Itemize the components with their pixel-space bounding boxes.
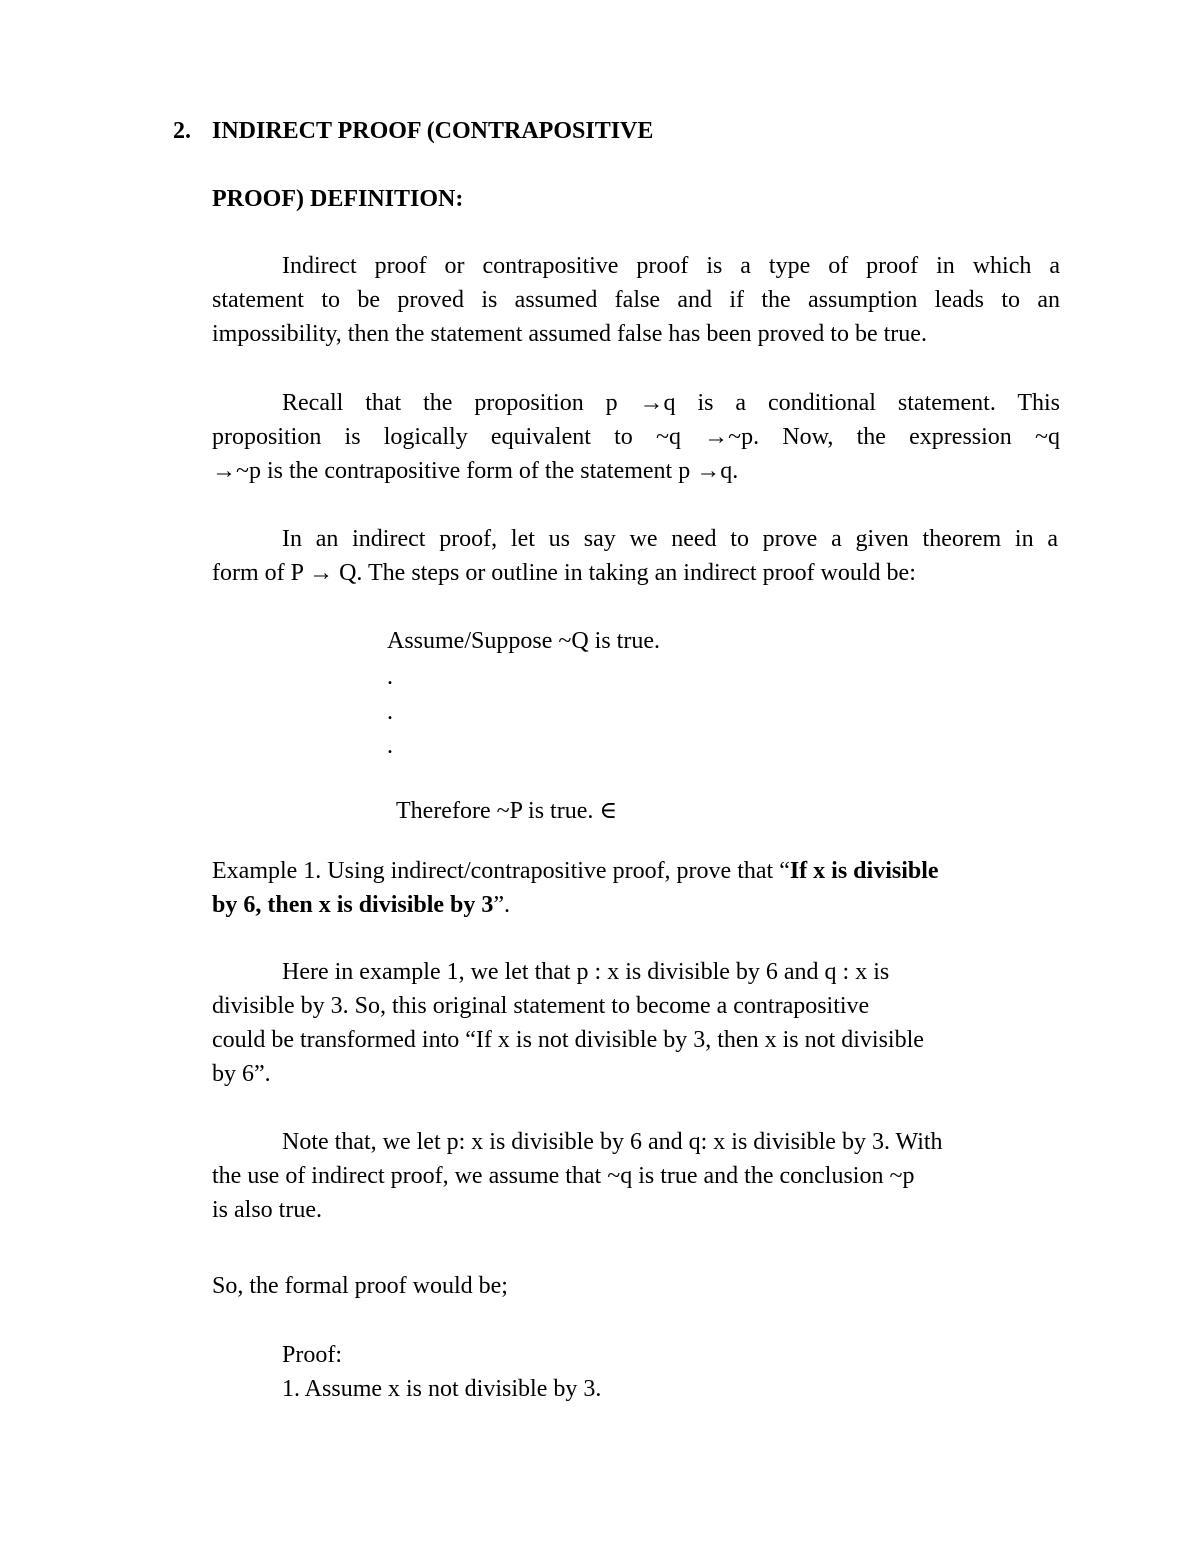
outline-dot-1: . <box>387 664 393 690</box>
outline-dot-2: . <box>387 699 393 725</box>
example1-bold-part2: by 6, then x is divisible by 3 <box>212 892 494 918</box>
formal-proof-intro: So, the formal proof would be; <box>212 1273 508 1299</box>
example-explanation-line-2: divisible by 3. So, this original statement to become a contrapositive <box>212 993 870 1019</box>
proof-step-1: 1. Assume x is not divisible by 3. <box>282 1376 602 1402</box>
example1-prefix: Example 1. Using indirect/contrapositive proof, prove that “ <box>212 858 790 884</box>
example-explanation-line-1: Here in example 1, we let that p : x is divisible by 6 and q : x is <box>282 959 890 985</box>
definition-line-2: statement to be proved is assumed false and if the assumption leads to an <box>212 287 1060 313</box>
outline-therefore: Therefore ~P is true. ∈ <box>396 798 618 824</box>
section-number: 2. <box>173 118 191 144</box>
recall-line-3: →~p is the contrapositive form of the statement p →q. <box>212 458 739 484</box>
section-heading-line1: INDIRECT PROOF (CONTRAPOSITIVE <box>212 118 654 144</box>
definition-line-3: impossibility, then the statement assumed false has been proved to be true. <box>212 321 927 347</box>
recall-line-2: proposition is logically equivalent to ~q →~p. Now, the expression ~q <box>212 424 1060 450</box>
example1-suffix: ”. <box>493 892 511 918</box>
section-heading-line2: PROOF) DEFINITION: <box>212 186 464 212</box>
outline-dot-3: . <box>387 733 393 759</box>
example-explanation-line-4: by 6”. <box>212 1061 271 1087</box>
example1-line-2 <box>212 890 510 920</box>
definition-line-1: Indirect proof or contrapositive proof is a type of proof in which a <box>282 253 1060 279</box>
outline-assume: Assume/Suppose ~Q is true. <box>387 628 660 654</box>
example-explanation-line-3: could be transformed into “If x is not divisible by 3, then x is not divisible <box>212 1027 924 1053</box>
note-line-3: is also true. <box>212 1197 322 1223</box>
note-line-1: Note that, we let p: x is divisible by 6 and q: x is divisible by 3. With <box>282 1129 943 1155</box>
outline-intro-line-2: form of P → Q. The steps or outline in taking an indirect proof would be: <box>212 560 916 586</box>
note-line-2: the use of indirect proof, we assume that ~q is true and the conclusion ~p <box>212 1163 915 1189</box>
outline-intro-line-1: In an indirect proof, let us say we need to prove a given theorem in a <box>282 526 1058 552</box>
recall-line-1: Recall that the proposition p →q is a conditional statement. This <box>282 390 1060 416</box>
example1-line-1 <box>212 856 939 886</box>
example1-bold-part1: If x is divisible <box>789 858 939 884</box>
proof-label: Proof: <box>282 1342 342 1368</box>
